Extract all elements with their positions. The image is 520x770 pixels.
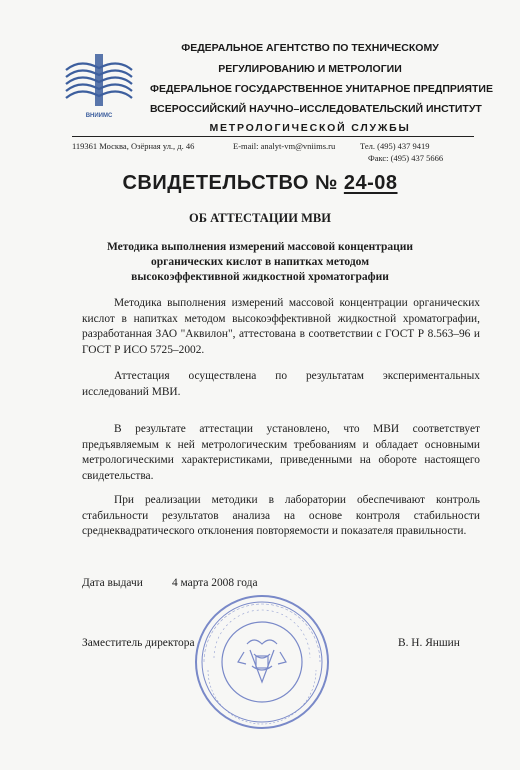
issue-date-label: Дата выдачи xyxy=(82,577,143,589)
body-paragraph-1: Методика выполнения измерений массовой концентрации органических кислот в напитках методом высокоэффективной жидкостной хроматографии, разработанная ЗАО "Аквилон", аттестована в соответствии с ГОСТ Р 8.563–96 и ГОСТ Р ИСО 5725–2002. xyxy=(82,297,480,356)
official-seal-stamp-icon xyxy=(192,592,332,732)
fax: Факс: (495) 437 5666 xyxy=(368,153,444,163)
certificate-title xyxy=(0,172,520,195)
header-divider xyxy=(72,136,474,137)
org-line-2: РЕГУЛИРОВАНИЮ И МЕТРОЛОГИИ xyxy=(218,63,402,75)
body-paragraph-4: При реализации методики в лаборатории обеспечивают контроль стабильности результатов анализа на основе контроля стабильности среднеквадратического отклонения повторяемости и показателя правильности. xyxy=(82,494,480,537)
address: 119361 Москва, Озёрная ул., д. 46 xyxy=(72,141,195,151)
telephone: Тел. (495) 437 9419 xyxy=(360,141,430,151)
title-prefix: СВИДЕТЕЛЬСТВО № xyxy=(122,172,344,194)
certificate-number: 24-08 xyxy=(343,172,398,194)
signatory-title: Заместитель директора xyxy=(82,637,195,649)
org-line-3: ФЕДЕРАЛЬНОЕ ГОСУДАРСТВЕННОЕ УНИТАРНОЕ ПРЕДПРИЯТИЕ xyxy=(150,83,493,95)
certificate-subtitle: ОБ АТТЕСТАЦИИ МВИ xyxy=(189,211,331,225)
body-paragraph-3: В результате аттестации установлено, что МВИ соответствует предъявляемым к ней метрологическим требованиям и обладает основными метрологическими характеристиками, приведенными на обороте настоящего свидетельства. xyxy=(82,423,480,482)
method-title-line-1: Методика выполнения измерений массовой концентрации xyxy=(106,241,414,253)
org-line-4: ВСЕРОССИЙСКИЙ НАУЧНО–ИССЛЕДОВАТЕЛЬСКИЙ ИНСТИТУТ xyxy=(150,103,482,115)
method-title-line-2: органических кислот в напитках методом xyxy=(150,256,370,268)
vniims-logo-icon xyxy=(60,50,138,110)
email: E-mail: analyt-vm@vniims.ru xyxy=(233,141,336,151)
body-paragraph-2: Аттестация осуществлена по результатам экспериментальных исследований МВИ. xyxy=(82,370,480,398)
signatory-name: В. Н. Яншин xyxy=(398,637,460,649)
org-line-1: ФЕДЕРАЛЬНОЕ АГЕНТСТВО ПО ТЕХНИЧЕСКОМУ xyxy=(181,42,439,54)
logo-caption: ВНИИМС xyxy=(85,113,113,119)
method-title-line-3: высокоэффективной жидкостной хроматографии xyxy=(131,271,389,283)
org-line-5: МЕТРОЛОГИЧЕСКОЙ СЛУЖБЫ xyxy=(209,122,411,134)
issue-date-value: 4 марта 2008 года xyxy=(172,577,258,589)
